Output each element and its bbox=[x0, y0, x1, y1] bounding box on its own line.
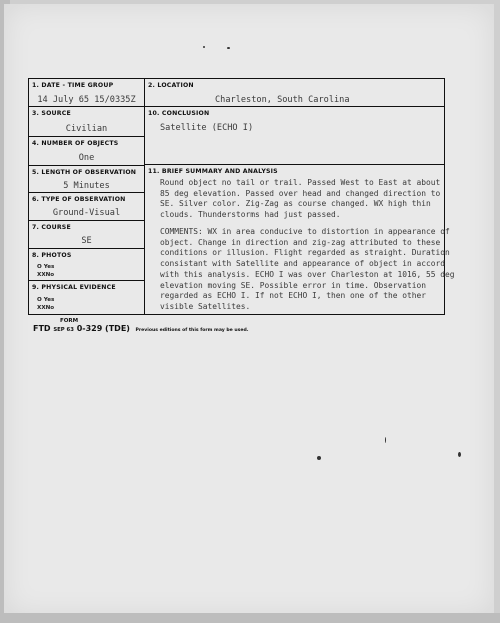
left-column bbox=[29, 79, 145, 314]
type-of-observation-value: Ground-Visual bbox=[52, 208, 121, 218]
scan-speck bbox=[227, 47, 230, 49]
type-of-observation-label: 6. TYPE OF OBSERVATION bbox=[32, 196, 126, 203]
right-column bbox=[145, 79, 455, 314]
number-of-objects-value: One bbox=[78, 153, 95, 163]
number-of-objects-label: 4. NUMBER OF OBJECTS bbox=[32, 140, 119, 147]
comments-line: consistant with Satellite and appearance of object in accord bbox=[160, 259, 446, 269]
physical-evidence-yes-checkbox: O Yes bbox=[37, 297, 55, 303]
source-label: 3. SOURCE bbox=[32, 110, 71, 117]
course-cell bbox=[29, 221, 144, 249]
date-time-group-label: 1. DATE - TIME GROUP bbox=[32, 82, 114, 89]
length-of-observation-cell bbox=[29, 166, 144, 193]
summary-line: 85 deg elevation. Passed over head and changed direction to bbox=[160, 188, 441, 198]
conclusion-label: 10. CONCLUSION bbox=[148, 110, 210, 117]
photos-label: 8. PHOTOS bbox=[32, 252, 72, 259]
scan-speck bbox=[317, 456, 321, 460]
photos-no-checkbox: XXNo bbox=[37, 272, 55, 278]
form-word: FORM bbox=[60, 318, 79, 324]
type-of-observation-cell bbox=[29, 193, 144, 221]
length-of-observation-value: 5 Minutes bbox=[63, 181, 110, 191]
form-id: FTD bbox=[33, 324, 51, 333]
summary-line: Round object no tail or trail. Passed West to East at about bbox=[160, 178, 441, 187]
source-cell bbox=[29, 107, 144, 137]
course-value: SE bbox=[81, 236, 92, 246]
comments-line: object. Change in direction and zig-zag attributed to these bbox=[160, 237, 441, 247]
physical-evidence-no-checkbox: XXNo bbox=[37, 305, 55, 311]
comments-text bbox=[160, 227, 455, 313]
photos-cell bbox=[29, 249, 144, 281]
location-value: Charleston, South Carolina bbox=[215, 95, 350, 105]
scan-speck bbox=[203, 46, 205, 48]
comments-line: COMMENTS: WX in area conducive to distortion in appearance of bbox=[160, 227, 450, 236]
form-date: SEP 63 bbox=[53, 327, 74, 333]
summary-line: clouds. Thunderstorms had just passed. bbox=[160, 210, 341, 220]
conclusion-cell bbox=[145, 107, 444, 165]
comments-line: visible Satellites. bbox=[160, 301, 251, 311]
scan-speck bbox=[385, 437, 386, 443]
length-of-observation-label: 5. LENGTH OF OBSERVATION bbox=[32, 169, 137, 176]
photos-yes-checkbox: O Yes bbox=[37, 264, 55, 270]
physical-evidence-cell bbox=[29, 281, 144, 314]
scan-edge-bottom bbox=[0, 613, 500, 623]
form-note: Previous editions of this form may be used. bbox=[135, 328, 249, 333]
physical-evidence-label: 9. PHYSICAL EVIDENCE bbox=[32, 284, 116, 291]
comments-line: with this analysis. ECHO I was over Charleston at 1016, 55 deg bbox=[160, 269, 455, 279]
form-footer bbox=[33, 324, 249, 333]
course-label: 7. COURSE bbox=[32, 224, 71, 231]
date-time-group-value: 14 July 65 15/0335Z bbox=[37, 95, 136, 105]
summary-cell bbox=[145, 165, 455, 314]
comments-line: regarded as ECHO I. If not ECHO I, then one of the other bbox=[160, 291, 427, 301]
comments-line: elevation moving SE. Possible error in time. Observation bbox=[160, 280, 427, 290]
form-number: 0-329 (TDE) bbox=[76, 324, 130, 333]
report-form bbox=[28, 78, 455, 315]
summary-text bbox=[160, 178, 443, 221]
summary-line: SE. Silver color. Zig-Zag as course changed. WX high thin bbox=[160, 199, 431, 209]
conclusion-value: Satellite (ECHO I) bbox=[160, 123, 254, 133]
comments-line: conditions or illusion. Flight regarded as straight. Duration bbox=[160, 248, 450, 258]
location-label: 2. LOCATION bbox=[148, 82, 194, 89]
scan-speck bbox=[458, 452, 461, 457]
date-time-group-cell bbox=[29, 79, 144, 107]
source-value: Civilian bbox=[65, 124, 108, 134]
location-cell bbox=[145, 79, 444, 107]
summary-label: 11. BRIEF SUMMARY AND ANALYSIS bbox=[148, 168, 278, 175]
number-of-objects-cell bbox=[29, 137, 144, 166]
